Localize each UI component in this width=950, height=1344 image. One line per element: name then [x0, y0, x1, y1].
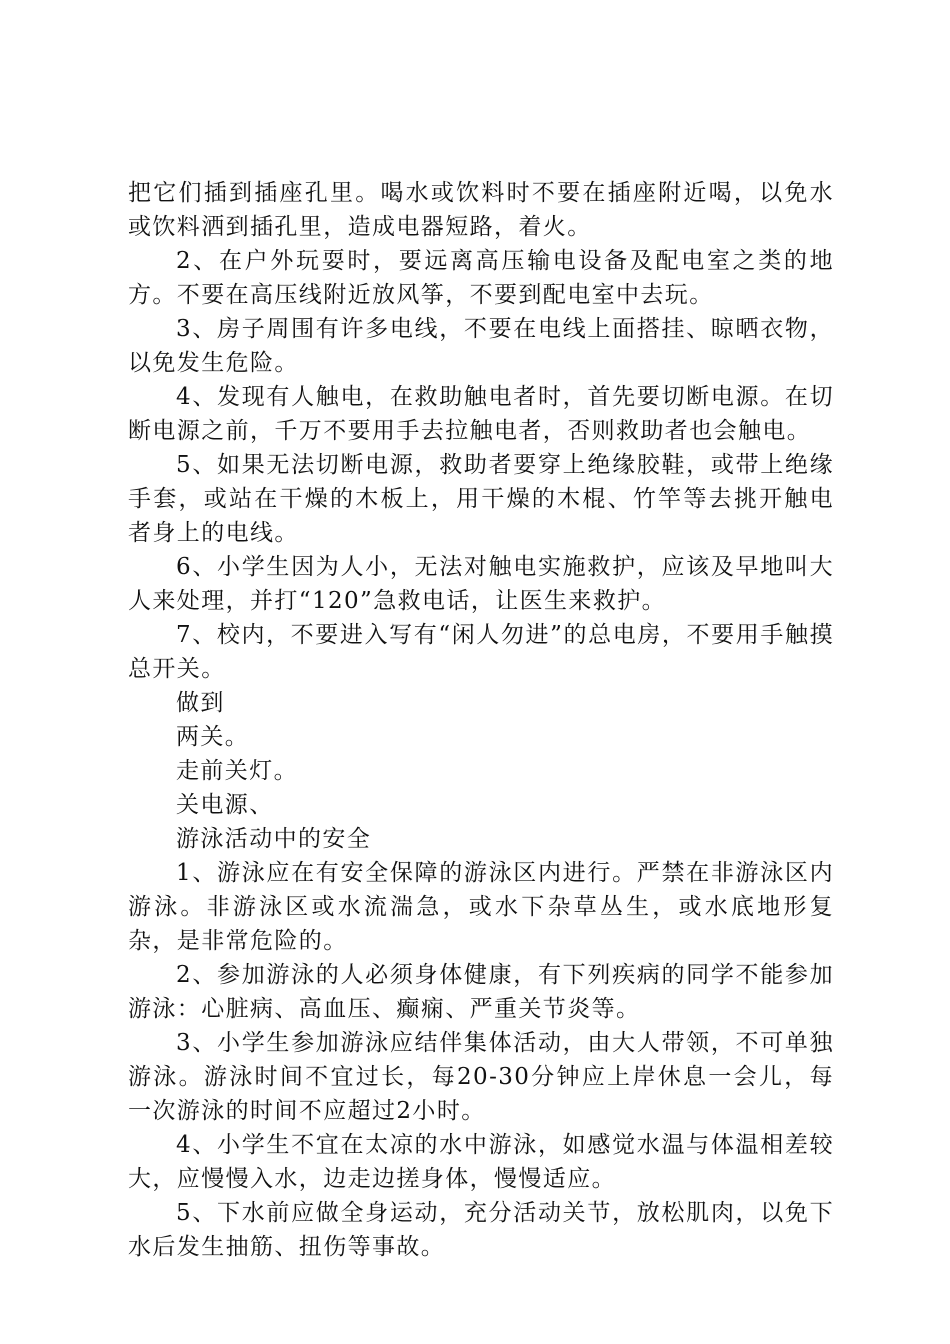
paragraph-electric-3: 3、房子周围有许多电线，不要在电线上面搭挂、晾晒衣物，以免发生危险。: [128, 316, 834, 376]
paragraph-electric-6: 6、小学生因为人小，无法对触电实施救护，应该及早地叫大人来处理，并打“120”急救电话，让医生来救护。: [128, 554, 834, 614]
paragraph-short-4: 关电源、: [176, 792, 274, 818]
paragraph-swim-5: 5、下水前应做全身运动，充分活动关节，放松肌肉，以免下水后发生抽筋、扭伤等事故。: [128, 1200, 834, 1260]
paragraph-electric-5: 5、如果无法切断电源，救助者要穿上绝缘胶鞋，或带上绝缘手套，或站在干燥的木板上，用干燥的木棍、竹竿等去挑开触电者身上的电线。: [128, 452, 834, 546]
paragraph-swim-3: 3、小学生参加游泳应结伴集体活动，由大人带领，不可单独游泳。游泳时间不宜过长，每20-30分钟应上岸休息一会儿，每一次游泳的时间不应超过2小时。: [128, 1030, 834, 1124]
paragraph-continuation: 把它们插到插座孔里。喝水或饮料时不要在插座附近喝，以免水或饮料洒到插孔里，造成电器短路，着火。: [128, 180, 834, 240]
paragraph-short-2: 两关。: [176, 724, 250, 750]
document-body: [128, 176, 834, 1264]
paragraph-electric-7: 7、校内，不要进入写有“闲人勿进”的总电房，不要用手触摸总开关。: [128, 622, 834, 682]
paragraph-electric-4: 4、发现有人触电，在救助触电者时，首先要切断电源。在切断电源之前，千万不要用手去拉触电者，否则救助者也会触电。: [128, 384, 834, 444]
paragraph-swim-2: 2、参加游泳的人必须身体健康，有下列疾病的同学不能参加游泳：心脏病、高血压、癫痫、严重关节炎等。: [128, 962, 834, 1022]
paragraph-electric-2: 2、在户外玩耍时，要远离高压输电设备及配电室之类的地方。不要在高压线附近放风筝，不要到配电室中去玩。: [128, 248, 834, 308]
paragraph-short-3: 走前关灯。: [176, 758, 298, 784]
paragraph-swim-4: 4、小学生不宜在太凉的水中游泳，如感觉水温与体温相差较大，应慢慢入水，边走边搓身体，慢慢适应。: [128, 1132, 834, 1192]
paragraph-short-1: 做到: [176, 690, 225, 716]
paragraph-swim-1: 1、游泳应在有安全保障的游泳区内进行。严禁在非游泳区内游泳。非游泳区或水流湍急，或水下杂草丛生，或水底地形复杂，是非常危险的。: [128, 860, 834, 954]
section-heading-swimming: 游泳活动中的安全: [176, 826, 372, 852]
